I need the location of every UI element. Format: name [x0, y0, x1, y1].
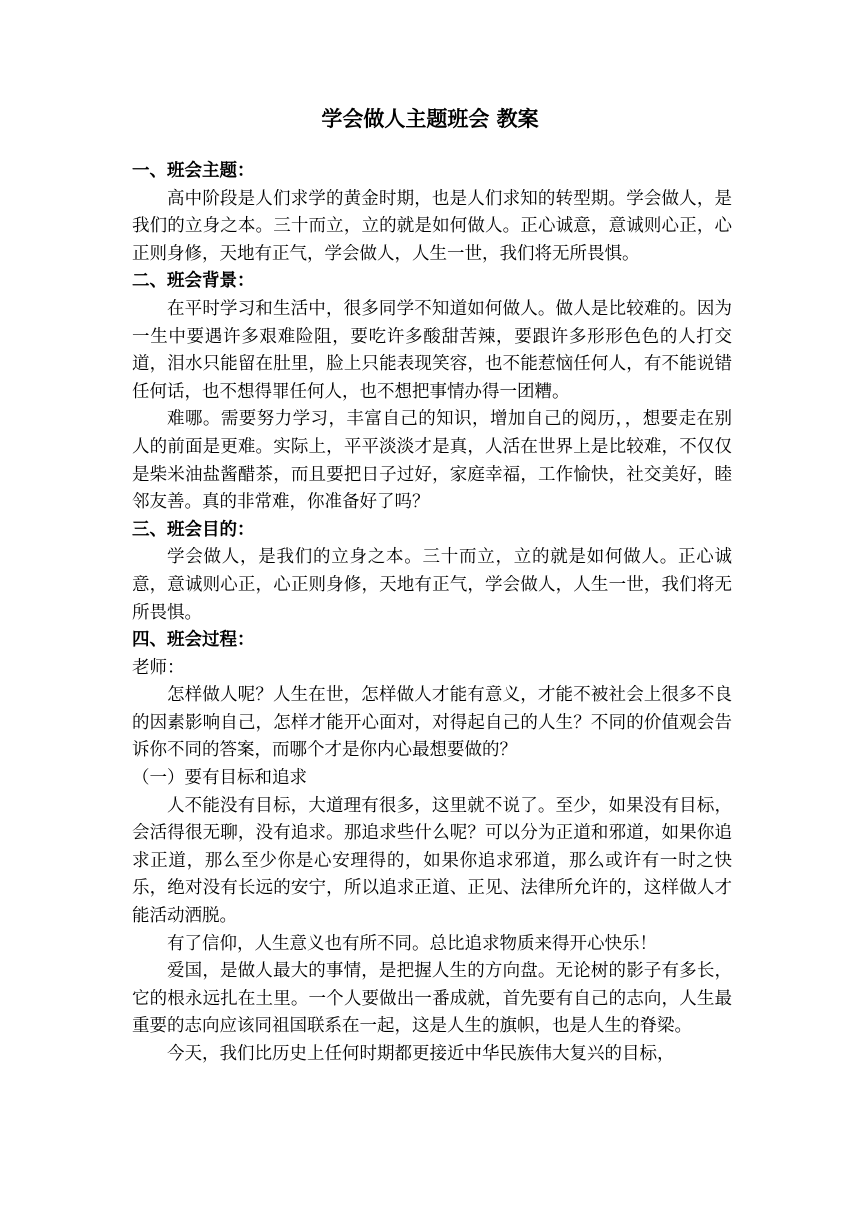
section-heading-process: 四、班会过程： [132, 630, 255, 651]
paragraph: 人不能没有目标，大道理有很多，这里就不说了。至少，如果没有目标，会活得很无聊，没有追求。那追求些什么呢？可以分为正道和邪道，如果你追求正道，那么至少你是心安理得的，如果你追求邪道，那么或许有一时之快乐，绝对没有长远的安宁，所以追求正道、正见、法律所允许的，这样做人才能活动洒脱。 [132, 795, 732, 927]
section-heading-background: 二、班会背景： [132, 271, 255, 292]
paragraph: 难哪。需要努力学习，丰富自己的知识，增加自己的阅历，，想要走在别人的前面是更难。实际上，平平淡淡才是真，人活在世界上是比较难，不仅仅是柴米油盐酱醋茶，而且要把日子过好，家庭幸福，工作愉快，社交美好，睦邻友善。真的非常难，你准备好了吗？ [132, 409, 732, 513]
paragraph: 怎样做人呢？人生在世，怎样做人才能有意义，才能不被社会上很多不良的因素影响自己，怎样才能开心面对，对得起自己的人生？不同的价值观会告诉你不同的答案，而哪个才是你内心最想要做的？ [132, 685, 732, 761]
paragraph: 学会做人，是我们的立身之本。三十而立，立的就是如何做人。正心诚意，意诚则心正，心正则身修，天地有正气，学会做人，人生一世，我们将无所畏惧。 [132, 547, 732, 623]
paragraph: 在平时学习和生活中，很多同学不知道如何做人。做人是比较难的。因为一生中要遇许多艰难险阻，要吃许多酸甜苦辣，要跟许多形形色色的人打交道，泪水只能留在肚里，脸上只能表现笑容，也不能惹恼任何人，有不能说错任何话，也不想得罪任何人，也不想把事情办得一团糟。 [132, 298, 732, 402]
section-heading-purpose: 三、班会目的： [132, 519, 255, 540]
paragraph: 有了信仰，人生意义也有所不同。总比追求物质来得开心快乐！ [167, 933, 657, 954]
document-title: 学会做人主题班会 教案 [321, 106, 539, 131]
subsection-heading: （一）要有目标和追求 [132, 768, 307, 789]
section-heading-topic: 一、班会主题： [132, 161, 255, 181]
paragraph: 今天，我们比历史上任何时期都更接近中华民族伟大复兴的目标， [167, 1044, 675, 1064]
paragraph: 爱国，是做人最大的事情，是把握人生的方向盘。无论树的影子有多长，它的根永远扎在土里。一个人要做出一番成就，首先要有自己的志向，人生最重要的志向应该同祖国联系在一起，这是人生的旗帜，也是人生的脊梁。 [132, 961, 732, 1037]
paragraph: 高中阶段是人们求学的黄金时期，也是人们求知的转型期。学会做人，是我们的立身之本。三十而立，立的就是如何做人。正心诚意，意诚则心正，心正则身修，天地有正气，学会做人，人生一世，我们将无所畏惧。 [132, 188, 732, 264]
speaker-label: 老师： [132, 657, 185, 678]
document-body [132, 158, 732, 1069]
